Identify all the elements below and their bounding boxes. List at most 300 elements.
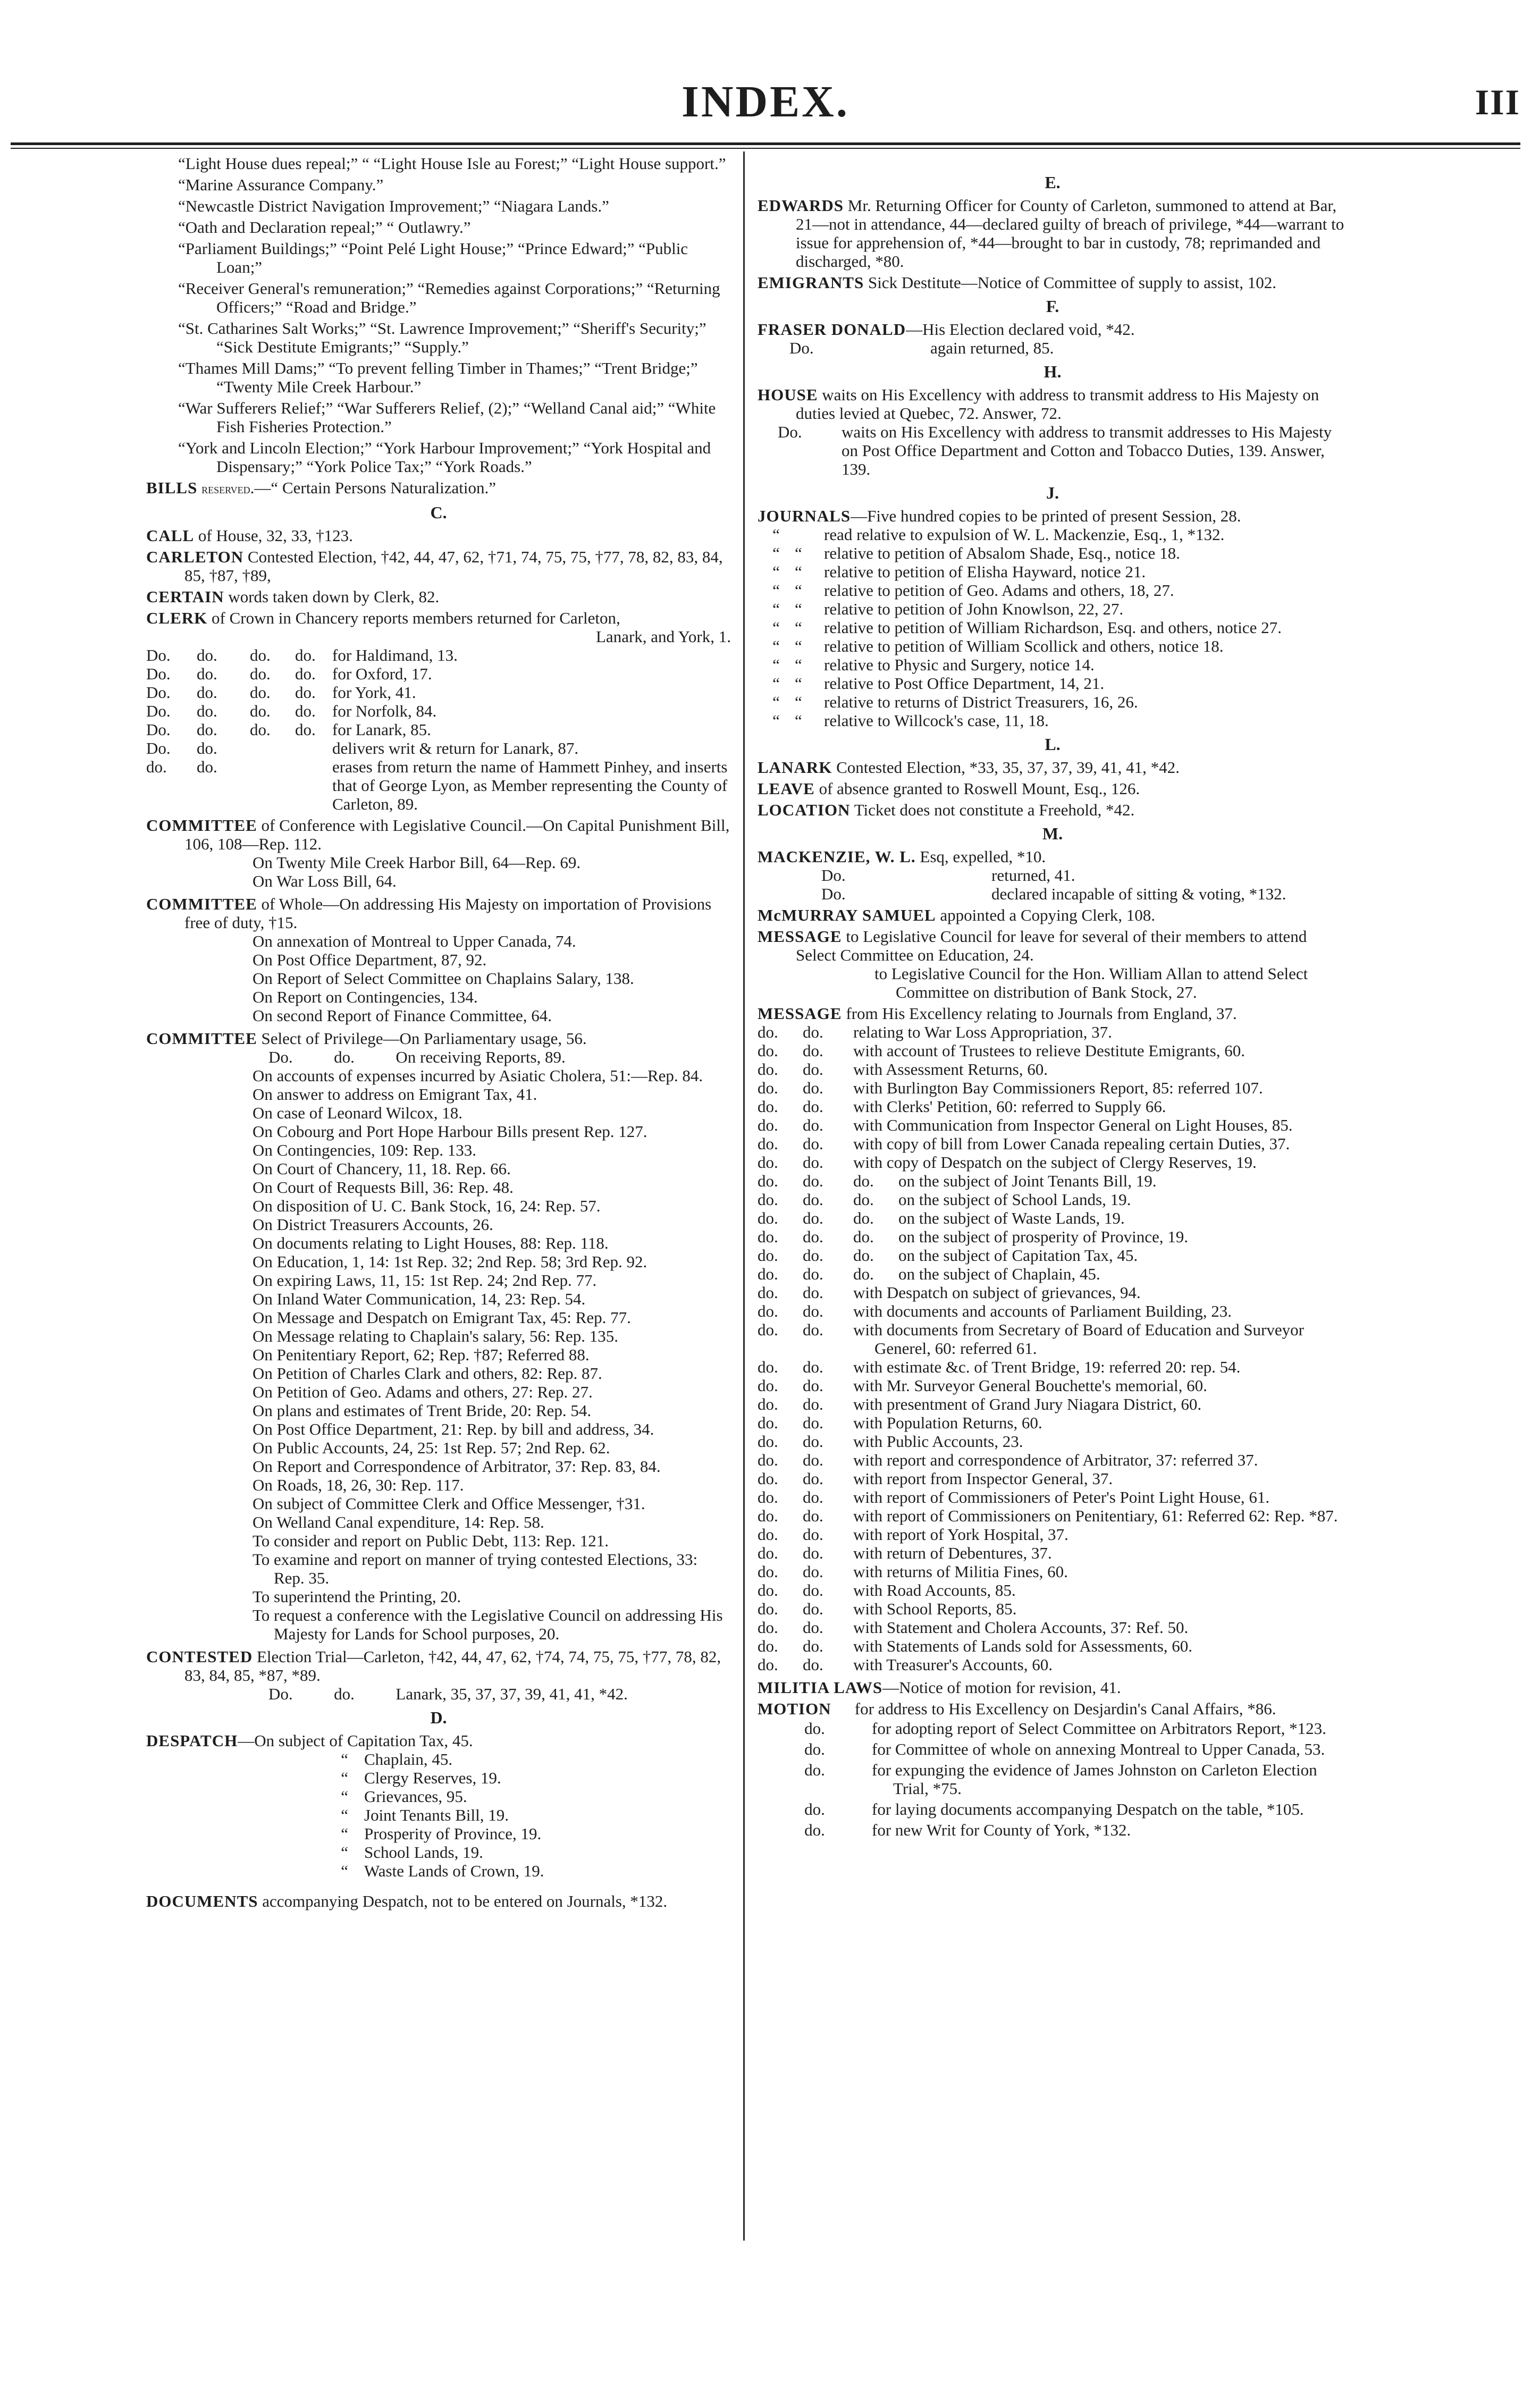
do-cell: do. xyxy=(295,683,316,702)
ditto-mark: “ xyxy=(795,674,802,693)
entry-despatch xyxy=(146,1731,731,1880)
ditto-mark xyxy=(795,525,824,544)
row-text: with Clerks' Petition, 60: referred to Supply 66. xyxy=(853,1097,1166,1116)
do-cell: do. xyxy=(803,1599,823,1618)
do-cell: do. xyxy=(803,1395,823,1413)
sub-entry: On disposition of U. C. Bank Stock, 16, 24: Rep. 57. xyxy=(253,1197,601,1215)
sub-entry: On Report on Contingencies, 134. xyxy=(253,988,478,1006)
despatch-row xyxy=(146,1862,731,1880)
do-cell: do. xyxy=(758,1618,778,1637)
entry-mcmurray xyxy=(758,906,1348,924)
row-text: relative to Post Office Department, 14, 21. xyxy=(824,674,1105,693)
do-cell: do. xyxy=(758,1079,778,1097)
do-cell: do. xyxy=(197,683,217,702)
do-cell: do. xyxy=(250,664,271,683)
row-text: with copy of bill from Lower Canada repealing certain Duties, 37. xyxy=(853,1134,1290,1153)
row-text: for Oxford, 17. xyxy=(332,664,432,683)
row-text: relative to petition of Absalom Shade, Esq., notice 18. xyxy=(824,544,1180,562)
clerk-second-line: Lanark, and York, 1. xyxy=(596,627,731,646)
sub-entry: To examine and report on manner of trying contested Elections, 33: Rep. 35. xyxy=(253,1550,698,1587)
ditto-mark: “ xyxy=(772,600,780,618)
sub-entry: On Petition of Charles Clark and others, 82: Rep. 87. xyxy=(253,1364,602,1383)
entry-committee-conference xyxy=(146,816,731,890)
do-cell: do. xyxy=(803,1581,823,1599)
message-row xyxy=(758,1134,1348,1153)
row-text: with Burlington Bay Commissioners Report, 85: referred 107. xyxy=(853,1079,1263,1097)
entry-text: for address to His Excellency on Desjardin's Canal Affairs, *86. xyxy=(851,1699,1276,1718)
entry-head: DESPATCH xyxy=(146,1731,238,1750)
journals-row xyxy=(758,674,1348,693)
journals-row xyxy=(758,618,1348,637)
do-cell: Do. xyxy=(821,885,846,903)
row-text: for Norfolk, 84. xyxy=(332,702,437,720)
sub-entry: On District Treasurers Accounts, 26. xyxy=(253,1215,493,1234)
ditto-mark: “ xyxy=(795,581,802,600)
do-cell: do. xyxy=(250,683,271,702)
section-letter-h: H. xyxy=(1044,362,1062,381)
do-cell: do. xyxy=(758,1562,778,1581)
do-cell: do. xyxy=(250,646,271,664)
entry-head: BILLS xyxy=(146,478,198,497)
entry-head: MOTION xyxy=(758,1699,831,1718)
entry-leave xyxy=(758,779,1348,798)
sub-entry: On War Loss Bill, 64. xyxy=(253,872,397,890)
spacer xyxy=(250,739,332,757)
left-column xyxy=(146,154,731,1913)
entry-head: FRASER DONALD xyxy=(758,320,906,339)
do-cell: do. xyxy=(803,1134,823,1153)
ditto-mark: “ xyxy=(795,544,802,562)
clerk-first-line xyxy=(146,609,731,627)
entry-head: MESSAGE xyxy=(758,1004,842,1023)
journals-row xyxy=(758,637,1348,655)
entry-head: CALL xyxy=(146,526,195,545)
row-text: with Statements of Lands sold for Assessments, 60. xyxy=(853,1637,1193,1655)
motion-row xyxy=(758,1800,1348,1818)
row-text: Grievances, 95. xyxy=(364,1787,467,1806)
row-text: delivers writ & return for Lanark, 87. xyxy=(332,739,579,757)
sub-entry: On Report and Correspondence of Arbitrator, 37: Rep. 83, 84. xyxy=(253,1457,661,1476)
entry-text: —Notice of motion for revision, 41. xyxy=(882,1678,1121,1697)
entry-text: appointed a Copying Clerk, 108. xyxy=(936,906,1156,924)
do-cell: do. xyxy=(853,1209,874,1227)
ditto-mark: “ xyxy=(772,693,780,711)
sub-entry: On Cobourg and Port Hope Harbour Bills present Rep. 127. xyxy=(253,1122,647,1141)
ditto-mark: “ xyxy=(795,711,802,730)
entry-journals xyxy=(758,507,1348,730)
entry-text: Esq, expelled, *10. xyxy=(915,847,1046,866)
do-cell: do. xyxy=(758,1432,778,1451)
row-text: School Lands, 19. xyxy=(364,1843,483,1862)
message-row xyxy=(758,1488,1348,1506)
message-row xyxy=(758,1525,1348,1544)
row-text: Prosperity of Province, 19. xyxy=(364,1824,542,1843)
motion-row xyxy=(758,1740,1348,1758)
index-line: “Newcastle District Navigation Improvement;” “Niagara Lands.” xyxy=(178,197,609,215)
sub-entry: On Petition of Geo. Adams and others, 27: Rep. 27. xyxy=(253,1383,593,1401)
do-cell: do. xyxy=(803,1488,823,1506)
header-rule-thick xyxy=(11,142,1520,145)
entry-committee-privilege xyxy=(146,1029,731,1643)
sub-entry: On Report of Select Committee on Chaplains Salary, 138. xyxy=(253,969,634,988)
row-text: on the subject of School Lands, 19. xyxy=(898,1190,1131,1209)
message-row xyxy=(758,1395,1348,1413)
do-cell: do. xyxy=(803,1209,823,1227)
message-row xyxy=(758,1637,1348,1655)
clerk-row xyxy=(146,757,731,813)
do-cell: do. xyxy=(803,1376,823,1395)
entry-text: .—“ Certain Persons Naturalization.” xyxy=(250,478,496,497)
despatch-row xyxy=(146,1750,731,1769)
do-cell: do. xyxy=(758,1227,778,1246)
row-text: with Assessment Returns, 60. xyxy=(853,1060,1048,1079)
do-cell: do. xyxy=(804,1821,825,1839)
message-row xyxy=(758,1544,1348,1562)
row-text: relative to petition of William Richardson, Esq. and others, notice 27. xyxy=(824,618,1282,637)
entry-text: of Conference with Legislative Council.—On Capital Punishment Bill, 106, 108—Rep. 112. xyxy=(184,816,730,853)
entry-motion xyxy=(758,1699,1348,1839)
journals-row xyxy=(758,544,1348,562)
do-cell: do. xyxy=(758,1172,778,1190)
do-cell: do. xyxy=(803,1265,823,1283)
do-cell: do. xyxy=(758,1320,778,1339)
do-line: Do. do. Lanark, 35, 37, 37, 39, 41, 41, *42. xyxy=(268,1685,628,1703)
ditto-mark: “ xyxy=(772,711,780,730)
do-cell: Do. xyxy=(146,646,171,664)
entry-text: waits on His Excellency with address to transmit address to His Majesty on duties levied at Quebec, 72. Answer, 72. xyxy=(796,385,1319,423)
index-line: “Parliament Buildings;” “Point Pelé Light House;” “Prince Edward;” “Public Loan;” xyxy=(178,239,688,276)
row-text: for expunging the evidence of James Johnston on Carleton Election Trial, *75. xyxy=(872,1761,1317,1798)
ditto-mark: “ xyxy=(795,655,802,674)
do-cell: do. xyxy=(803,1469,823,1488)
do-row xyxy=(758,423,1348,478)
bills-continuation xyxy=(146,154,731,476)
row-text: for York, 41. xyxy=(332,683,416,702)
row-text: with estimate &c. of Trent Bridge, 19: referred 20: rep. 54. xyxy=(853,1358,1241,1376)
sub-entry: On Court of Chancery, 11, 18. Rep. 66. xyxy=(253,1159,511,1178)
do-cell: do. xyxy=(197,702,217,720)
do-cell: do. xyxy=(803,1023,823,1041)
do-cell: do. xyxy=(146,757,167,776)
entry-first-line xyxy=(146,1029,731,1048)
do-cell: do. xyxy=(758,1581,778,1599)
row-text: for Lanark, 85. xyxy=(332,720,431,739)
do-cell: do. xyxy=(197,646,217,664)
message-row xyxy=(758,1023,1348,1041)
message-row xyxy=(758,1153,1348,1172)
journals-row xyxy=(758,655,1348,674)
do-cell: do. xyxy=(758,1060,778,1079)
message-row xyxy=(758,1041,1348,1060)
do-cell: Do. xyxy=(789,339,814,357)
entry-head: MESSAGE xyxy=(758,927,842,946)
row-text: for laying documents accompanying Despatch on the table, *105. xyxy=(872,1800,1304,1818)
page-header xyxy=(0,0,1531,159)
despatch-row xyxy=(146,1787,731,1806)
entry-head: CONTESTED xyxy=(146,1647,253,1666)
row-text: declared incapable of sitting & voting, *132. xyxy=(991,885,1286,903)
entry-head: CERTAIN xyxy=(146,587,224,606)
do-cell: do. xyxy=(803,1637,823,1655)
sub-entry: On Contingencies, 109: Rep. 133. xyxy=(253,1141,477,1159)
row-text: relative to petition of Elisha Hayward, notice 21. xyxy=(824,562,1146,581)
row-text: on the subject of Capitation Tax, 45. xyxy=(898,1246,1138,1265)
do-cell: do. xyxy=(853,1190,874,1209)
do-cell: do. xyxy=(758,1153,778,1172)
sub-entry: On case of Leonard Wilcox, 18. xyxy=(253,1104,463,1122)
entry-text: from His Excellency relating to Journals from England, 37. xyxy=(842,1004,1237,1023)
entry-head: MILITIA LAWS xyxy=(758,1678,883,1697)
entry-head: McMURRAY SAMUEL xyxy=(758,906,936,924)
entry-carleton xyxy=(146,548,731,585)
despatch-row xyxy=(146,1769,731,1787)
entry-call xyxy=(146,526,731,545)
row-text: relative to Physic and Surgery, notice 14. xyxy=(824,655,1095,674)
row-text: relative to petition of William Scollick and others, notice 18. xyxy=(824,637,1224,655)
ditto-mark: “ xyxy=(772,655,780,674)
row-text: on the subject of Joint Tenants Bill, 19. xyxy=(898,1172,1157,1190)
entry-text: of absence granted to Roswell Mount, Esq., 126. xyxy=(814,779,1140,798)
row-text: Joint Tenants Bill, 19. xyxy=(364,1806,509,1824)
message-row xyxy=(758,1506,1348,1525)
ditto-mark: “ xyxy=(341,1769,348,1787)
row-text: with Communication from Inspector General on Light Houses, 85. xyxy=(853,1116,1293,1134)
motion-row xyxy=(758,1761,1348,1798)
do-cell: Do. xyxy=(778,423,802,441)
entry-text: words taken down by Clerk, 82. xyxy=(224,587,440,606)
message-row xyxy=(758,1599,1348,1618)
do-cell: do. xyxy=(803,1246,823,1265)
entry-message-excellency xyxy=(758,1004,1348,1674)
sub-entry: On plans and estimates of Trent Bride, 20: Rep. 54. xyxy=(253,1401,592,1420)
do-cell: do. xyxy=(803,1041,823,1060)
column-divider xyxy=(743,151,745,2241)
entry-head: LOCATION xyxy=(758,801,851,819)
ditto-mark: “ xyxy=(795,637,802,655)
row-text: returned, 41. xyxy=(991,866,1075,885)
do-cell: do. xyxy=(758,1506,778,1525)
sub-entry: On Post Office Department, 87, 92. xyxy=(253,950,487,969)
entry-head: CARLETON xyxy=(146,548,244,566)
index-line: “Marine Assurance Company.” xyxy=(178,175,384,194)
do-row xyxy=(758,885,1348,903)
do-cell: do. xyxy=(803,1655,823,1674)
do-row xyxy=(758,339,1348,357)
do-cell: do. xyxy=(758,1469,778,1488)
entry-documents xyxy=(146,1892,731,1910)
sub-entry: On accounts of expenses incurred by Asiatic Cholera, 51:—Rep. 84. xyxy=(253,1066,703,1085)
entry-head: HOUSE xyxy=(758,385,818,404)
do-cell: do. xyxy=(853,1172,874,1190)
do-cell: do. xyxy=(803,1060,823,1079)
clerk-row xyxy=(146,702,731,720)
do-cell: do. xyxy=(758,1134,778,1153)
index-line: “Oath and Declaration repeal;” “ Outlawry.” xyxy=(178,218,471,237)
do-cell: do. xyxy=(853,1265,874,1283)
entry-first-line xyxy=(758,1699,1348,1718)
sub-entry: to Legislative Council for the Hon. William Allan to attend Select Committee on distribution of Bank Stock, 27. xyxy=(874,964,1308,1001)
section-letter-c: C. xyxy=(430,503,447,522)
section-letter-d: D. xyxy=(430,1708,447,1727)
ditto-mark: “ xyxy=(772,562,780,581)
do-cell: do. xyxy=(197,739,217,757)
row-text: with report of Commissioners of Peter's Point Light House, 61. xyxy=(853,1488,1270,1506)
ditto-mark: “ xyxy=(341,1787,348,1806)
index-line: “Receiver General's remuneration;” “Remedies against Corporations;” “Returning Officers;” “Road and Bridge.” xyxy=(178,279,720,316)
sub-entry: On Inland Water Communication, 14, 23: Rep. 54. xyxy=(253,1290,586,1308)
row-text: on the subject of Waste Lands, 19. xyxy=(898,1209,1125,1227)
do-cell: do. xyxy=(758,1097,778,1116)
row-text: with return of Debentures, 37. xyxy=(853,1544,1052,1562)
entry-first-line xyxy=(146,1647,731,1685)
do-cell: do. xyxy=(803,1544,823,1562)
entry-head: COMMITTEE xyxy=(146,1029,257,1048)
do-cell: Do. xyxy=(146,683,171,702)
row-text: with Public Accounts, 23. xyxy=(853,1432,1023,1451)
entry-head: MACKENZIE, W. L. xyxy=(758,847,916,866)
do-cell: do. xyxy=(758,1488,778,1506)
clerk-row xyxy=(146,720,731,739)
do-cell: do. xyxy=(804,1800,825,1818)
message-row xyxy=(758,1451,1348,1469)
sub-entry: On Court of Requests Bill, 36: Rep. 48. xyxy=(253,1178,514,1197)
do-cell: do. xyxy=(803,1283,823,1302)
row-text: relative to petition of Geo. Adams and others, 18, 27. xyxy=(824,581,1174,600)
entry-text: of House, 32, 33, †123. xyxy=(194,526,353,545)
ditto-mark: “ xyxy=(795,600,802,618)
entry-head: EDWARDS xyxy=(758,196,844,215)
message-row xyxy=(758,1060,1348,1079)
entry-text: —His Election declared void, *42. xyxy=(906,320,1135,339)
row-text: with report of York Hospital, 37. xyxy=(853,1525,1069,1544)
journals-row xyxy=(758,562,1348,581)
row-text: waits on His Excellency with address to transmit addresses to His Majesty on Post Office Department and Cotton and Tobacco Duties, 139. Answer, 139. xyxy=(842,423,1332,478)
entry-text: Contested Election, *33, 35, 37, 37, 39, 41, 41, *42. xyxy=(832,758,1180,777)
message-row xyxy=(758,1581,1348,1599)
do-cell: do. xyxy=(804,1719,825,1738)
entry-text: —Five hundred copies to be printed of present Session, 28. xyxy=(851,507,1241,525)
journals-row xyxy=(758,525,1348,544)
entry-text: of Crown in Chancery reports members returned for Carleton, xyxy=(207,609,620,627)
section-letter-j: J. xyxy=(1046,483,1059,502)
entry-militia xyxy=(758,1678,1348,1697)
row-text: for adopting report of Select Committee on Arbitrators Report, *123. xyxy=(872,1719,1326,1738)
sub-entry: On Penitentiary Report, 62; Rep. †87; Referred 88. xyxy=(253,1345,590,1364)
do-cell: do. xyxy=(803,1097,823,1116)
entry-clerk xyxy=(146,609,731,813)
message-row xyxy=(758,1079,1348,1097)
row-text: with Statement and Cholera Accounts, 37: Ref. 50. xyxy=(853,1618,1189,1637)
sub-entry: On Roads, 18, 26, 30: Rep. 117. xyxy=(253,1476,464,1494)
do-cell: Do. xyxy=(146,664,171,683)
entry-head: DOCUMENTS xyxy=(146,1892,258,1910)
do-cell: do. xyxy=(197,720,217,739)
message-row xyxy=(758,1283,1348,1302)
sub-entry: On Public Accounts, 24, 25: 1st Rep. 57; 2nd Rep. 62. xyxy=(253,1438,610,1457)
sub-entry: On documents relating to Light Houses, 88: Rep. 118. xyxy=(253,1234,609,1252)
row-text: with report and correspondence of Arbitrator, 37: referred 37. xyxy=(853,1451,1258,1469)
row-text: with documents from Secretary of Board of Education and Surveyor Generel, 60: referred 61. xyxy=(853,1320,1304,1358)
do-cell: do. xyxy=(758,1358,778,1376)
entry-text: accompanying Despatch, not to be entered on Journals, *132. xyxy=(258,1892,668,1910)
message-row xyxy=(758,1618,1348,1637)
do-cell: do. xyxy=(758,1023,778,1041)
sub-entry: To request a conference with the Legislative Council on addressing His Majesty for Lands for School purposes, 20. xyxy=(253,1606,723,1643)
do-cell: do. xyxy=(758,1116,778,1134)
entry-edwards xyxy=(758,196,1348,271)
do-cell: do. xyxy=(803,1302,823,1320)
index-line: “Thames Mill Dams;” “To prevent felling Timber in Thames;” “Trent Bridge;” “Twenty Mile Creek Harbour.” xyxy=(178,359,698,396)
message-row xyxy=(758,1320,1348,1358)
index-line: “Light House dues repeal;” “ “Light House Isle au Forest;” “Light House support.” xyxy=(178,154,726,173)
do-cell: do. xyxy=(758,1637,778,1655)
row-text: read relative to expulsion of W. L. Mackenzie, Esq., 1, *132. xyxy=(824,525,1225,544)
do-cell: do. xyxy=(758,1655,778,1674)
entry-first-line xyxy=(758,385,1348,423)
ditto-mark: “ xyxy=(341,1862,348,1880)
entry-text: Election Trial—Carleton, †42, 44, 47, 62, †74, 74, 75, 75, †77, 78, 82, 83, 84, 85, *87, *89. xyxy=(184,1647,721,1685)
message-row xyxy=(758,1246,1348,1265)
row-text: with documents and accounts of Parliament Building, 23. xyxy=(853,1302,1232,1320)
do-cell: do. xyxy=(197,757,217,776)
entry-emigrants xyxy=(758,273,1348,292)
entry-contested xyxy=(146,1647,731,1703)
entry-location xyxy=(758,801,1348,819)
do-cell: do. xyxy=(803,1413,823,1432)
ditto-mark: “ xyxy=(772,525,780,544)
entry-bills xyxy=(146,478,731,498)
ditto-mark: “ xyxy=(341,1806,348,1824)
message-row xyxy=(758,1172,1348,1190)
row-text: with School Reports, 85. xyxy=(853,1599,1017,1618)
do-cell: do. xyxy=(758,1413,778,1432)
entry-text: to Legislative Council for leave for several of their members to attend Select Committee on Education, 24. xyxy=(796,927,1307,964)
do-cell: do. xyxy=(803,1079,823,1097)
do-cell: do. xyxy=(758,1525,778,1544)
ditto-mark: “ xyxy=(772,674,780,693)
ditto-mark: “ xyxy=(795,618,802,637)
do-cell: do. xyxy=(250,702,271,720)
message-row xyxy=(758,1302,1348,1320)
ditto-mark: “ xyxy=(772,618,780,637)
sub-entry: On Message and Despatch on Emigrant Tax, 45: Rep. 77. xyxy=(253,1308,631,1327)
message-row xyxy=(758,1227,1348,1246)
do-cell: do. xyxy=(803,1451,823,1469)
entry-head: LANARK xyxy=(758,758,832,777)
sub-entry: On Education, 1, 14: 1st Rep. 32; 2nd Rep. 58; 3rd Rep. 92. xyxy=(253,1252,647,1271)
despatch-row xyxy=(146,1824,731,1843)
row-text: erases from return the name of Hammett Pinhey, and inserts that of George Lyon, as Member representing the County of Carleton, 89. xyxy=(332,757,728,813)
row-text: Waste Lands of Crown, 19. xyxy=(364,1862,544,1880)
entry-text: Select of Privilege—On Parliamentary usage, 56. xyxy=(257,1029,587,1048)
do-cell: do. xyxy=(250,720,271,739)
entry-certain xyxy=(146,587,731,606)
row-text: on the subject of prosperity of Province, 19. xyxy=(898,1227,1188,1246)
motion-row xyxy=(758,1821,1348,1839)
ditto-mark: “ xyxy=(341,1824,348,1843)
despatch-row xyxy=(146,1843,731,1862)
entry-house xyxy=(758,385,1348,478)
do-cell: do. xyxy=(758,1451,778,1469)
entry-first-line xyxy=(146,895,731,932)
row-text: with copy of Despatch on the subject of Clergy Reserves, 19. xyxy=(853,1153,1257,1172)
sub-entry: On second Report of Finance Committee, 64. xyxy=(253,1006,552,1025)
section-letter-e: E. xyxy=(1045,173,1061,192)
do-cell: do. xyxy=(758,1544,778,1562)
row-text: with Despatch on subject of grievances, 94. xyxy=(853,1283,1141,1302)
entry-head: COMMITTEE xyxy=(146,816,257,835)
motion-row xyxy=(758,1719,1348,1738)
